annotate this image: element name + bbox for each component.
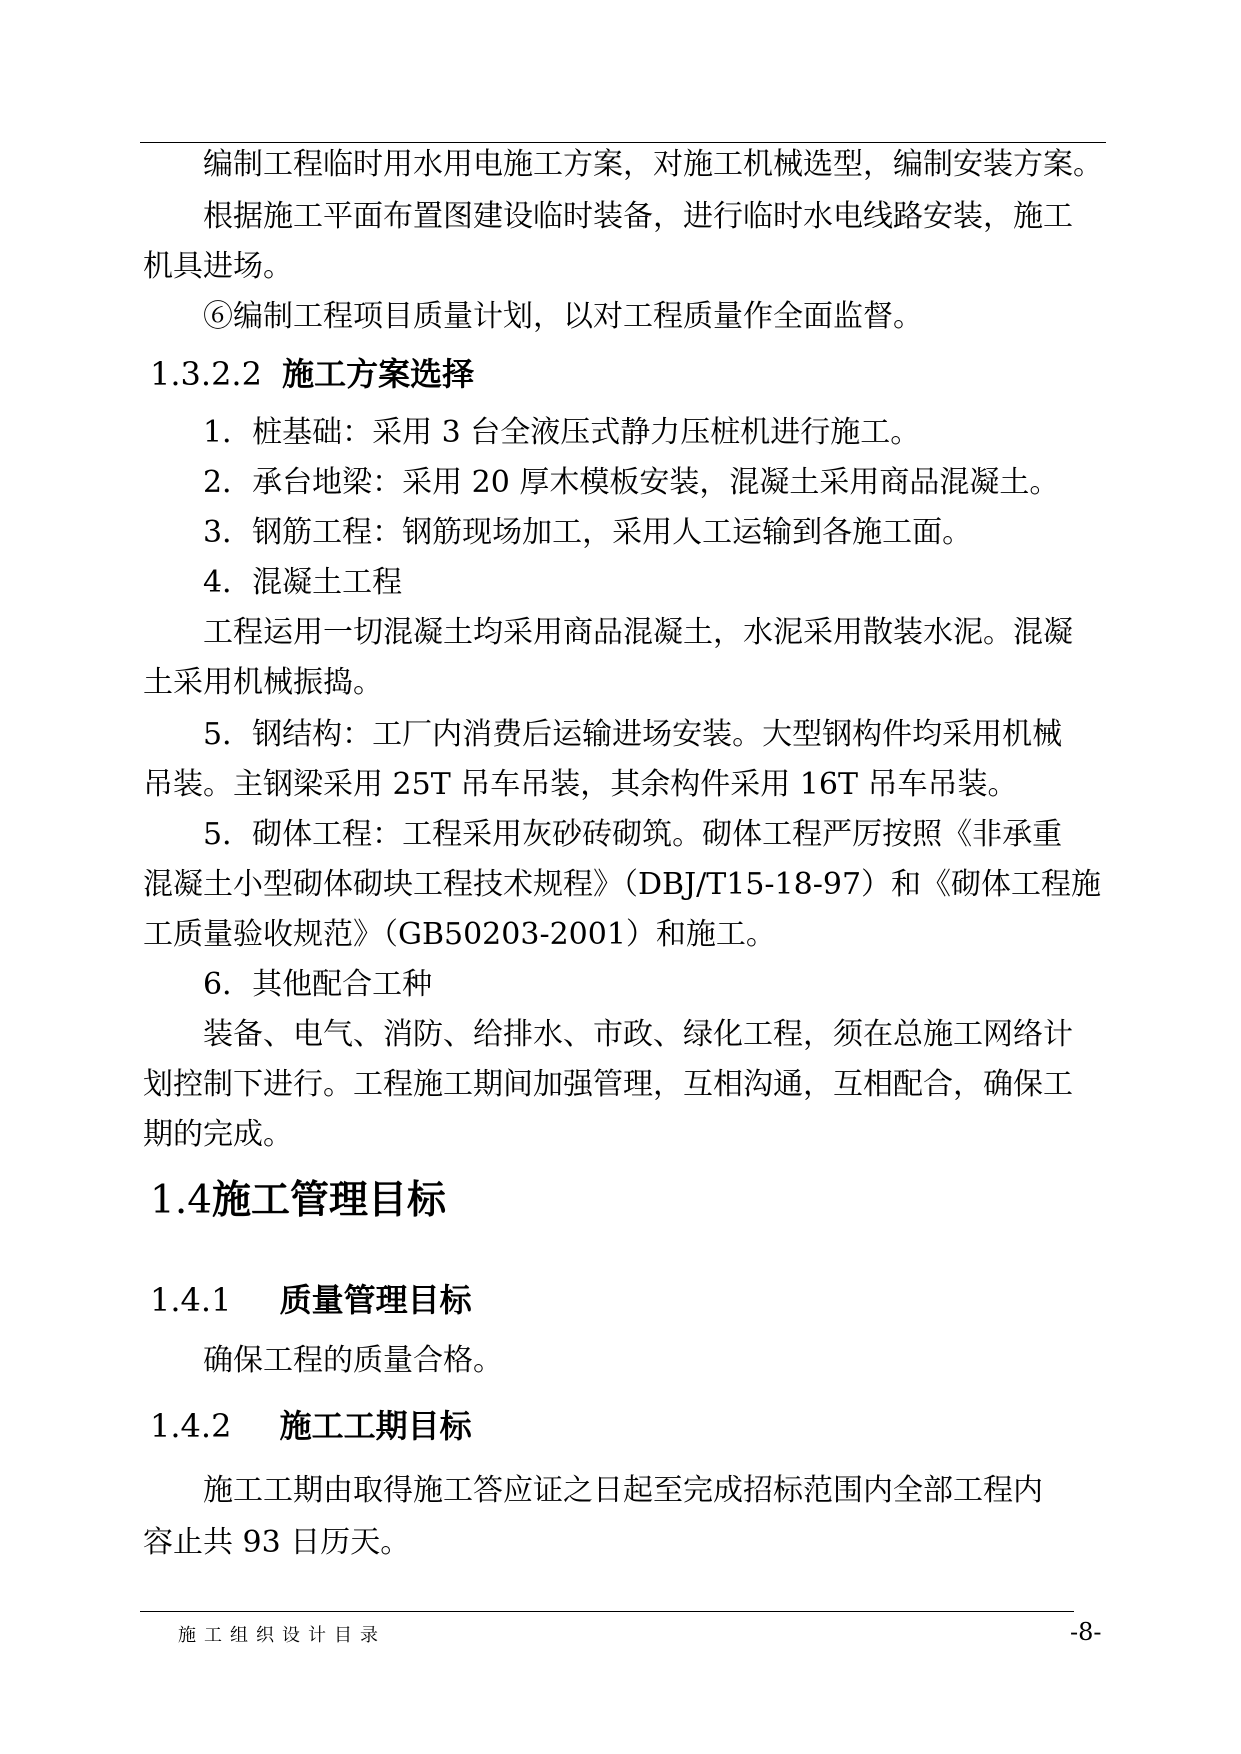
header-rule [140,142,1106,143]
section-heading-1-3-2-2 [150,355,475,393]
paragraph-line: 装备、电气、消防、给排水、市政、绿化工程，须在总施工网络计 [203,1017,1073,1052]
section-heading-1-4-2 [150,1407,472,1445]
paragraph-line: 工程运用一切混凝土均采用商品混凝土，水泥采用散装水泥。混凝 [203,615,1073,650]
section-heading-1-4 [150,1177,447,1223]
paragraph-line: 工质量验收规范》（GB50203-2001）和施工。 [143,917,776,952]
heading-title: 施工方案选择 [282,355,475,393]
footer-rule [140,1611,1074,1612]
heading-title: 质量管理目标 [279,1281,472,1319]
paragraph-line: 吊装。主钢梁采用 25T 吊车吊装，其余构件采用 16T 吊车吊装。 [143,767,1018,802]
paragraph-line: 混凝土小型砌体砌块工程技术规程》（DBJ/T15-18-97）和《砌体工程施 [143,867,1102,902]
heading-number: 1.4.2 [150,1407,232,1445]
heading-title: 施工工期目标 [279,1407,472,1445]
paragraph-line: 确保工程的质量合格。 [203,1343,503,1378]
paragraph-line: 机具进场。 [143,249,293,284]
paragraph-line: 期的完成。 [143,1117,293,1152]
paragraph-line: 6．其他配合工种 [203,967,433,1002]
paragraph-line: 4．混凝土工程 [203,565,403,600]
paragraph-line: 划控制下进行。工程施工期间加强管理，互相沟通，互相配合，确保工 [143,1067,1073,1102]
paragraph-line: 土采用机械振捣。 [143,665,383,700]
paragraph-line: 编制工程临时用水用电施工方案，对施工机械选型，编制安装方案。 [203,147,1103,182]
heading-number: 1.4 [150,1178,213,1223]
footer-title: 施工组织设计目录 [178,1625,386,1646]
paragraph-line: ⑥编制工程项目质量计划，以对工程质量作全面监督。 [203,299,923,334]
paragraph-line: 1．桩基础：采用 3 台全液压式静力压桩机进行施工。 [203,415,921,450]
paragraph-line: 施工工期由取得施工答应证之日起至完成招标范围内全部工程内 [203,1473,1043,1508]
paragraph-line: 根据施工平面布置图建设临时装备，进行临时水电线路安装，施工 [203,199,1073,234]
paragraph-line: 容止共 93 日历天。 [143,1525,411,1560]
section-heading-1-4-1 [150,1281,472,1319]
heading-number: 1.4.1 [150,1281,232,1319]
page-number: -8- [1070,1618,1102,1646]
heading-number: 1.3.2.2 [150,355,262,393]
paragraph-line: 5．砌体工程：工程采用灰砂砖砌筑。砌体工程严厉按照《非承重 [203,817,1063,852]
paragraph-line: 2．承台地梁：采用 20 厚木模板安装，混凝土采用商品混凝土。 [203,465,1060,500]
paragraph-line: 5．钢结构：工厂内消费后运输进场安装。大型钢构件均采用机械 [203,717,1063,752]
heading-title: 施工管理目标 [212,1177,447,1223]
paragraph-line: 3．钢筋工程：钢筋现场加工，采用人工运输到各施工面。 [203,515,973,550]
